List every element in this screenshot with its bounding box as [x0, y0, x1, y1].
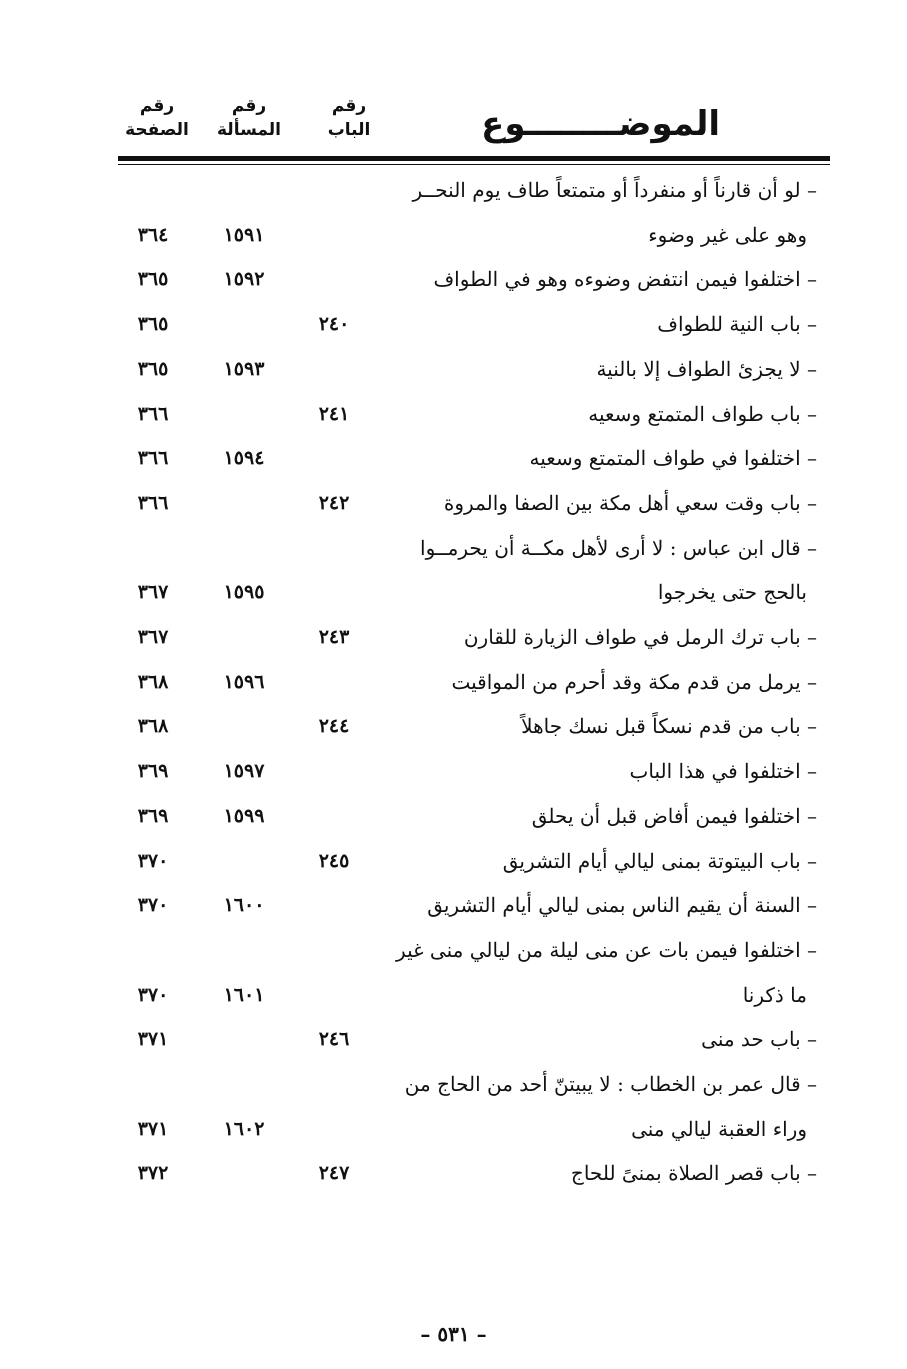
row-topic: – قال ابن عباس : لا أرى لأهل مكــة أن يحرمــوا: [420, 535, 817, 560]
row-page-number: [112, 526, 194, 570]
row-chapter-number: [296, 660, 372, 704]
header-divider: [118, 156, 830, 161]
table-row: [0, 704, 907, 748]
row-page-number: ٣٦٨: [137, 715, 169, 738]
row-page-number: [112, 928, 194, 972]
row-chapter-number: [296, 526, 372, 570]
table-row: [0, 436, 907, 480]
table-row: [0, 1107, 907, 1151]
row-topic: – باب حد منى: [701, 1027, 817, 1052]
table-row: [0, 481, 907, 525]
row-chapter-number: ٢٤٠: [318, 313, 350, 336]
row-topic: – اختلفوا فيمن انتفض وضوءه وهو في الطواف: [433, 267, 817, 292]
row-chapter-number: [296, 883, 372, 927]
row-chapter-number: [296, 928, 372, 972]
row-page-number: ٣٦٦: [137, 491, 169, 514]
row-page-number: ٣٦٦: [137, 402, 169, 425]
row-issue-number: [196, 526, 292, 570]
row-page-number: ٣٧٠: [137, 894, 169, 917]
row-page-number: ٣٦٩: [137, 760, 169, 783]
table-row: [0, 347, 907, 391]
table-row: [0, 749, 907, 793]
row-issue-number: ١٥٩٩: [223, 804, 265, 827]
page-number-column-header: [118, 94, 196, 142]
row-topic: – السنة أن يقيم الناس بمنى ليالي أيام التشريق: [427, 893, 817, 918]
row-topic: – باب قصر الصلاة بمنىً للحاج: [570, 1161, 817, 1186]
row-topic: – يرمل من قدم مكة وقد أحرم من المواقيت: [451, 669, 817, 694]
row-issue-number: [196, 1062, 292, 1106]
row-chapter-number: [296, 1062, 372, 1106]
row-page-number: ٣٧٠: [137, 983, 169, 1006]
table-row: [0, 928, 907, 972]
row-page-number: ٣٦٥: [137, 268, 169, 291]
header-divider-thin: [118, 164, 830, 165]
row-issue-number: ١٥٩٢: [223, 268, 265, 291]
table-row: [0, 883, 907, 927]
row-issue-number: ١٦٠١: [223, 983, 265, 1006]
row-page-number: ٣٦٥: [137, 357, 169, 380]
row-page-number: ٣٦٧: [137, 581, 169, 604]
row-topic: – باب وقت سعي أهل مكة بين الصفا والمروة: [443, 490, 817, 515]
issue-col-line2: المسألة: [217, 120, 281, 140]
row-issue-number: [196, 1151, 292, 1195]
row-page-number: ٣٦٥: [137, 313, 169, 336]
topic-column-header: الموضــــــــوع: [481, 104, 720, 144]
row-chapter-number: ٢٤٢: [318, 491, 350, 514]
row-chapter-number: ٢٤١: [318, 402, 350, 425]
row-issue-number: [196, 1017, 292, 1061]
row-page-number: ٣٦٩: [137, 804, 169, 827]
table-row: [0, 1062, 907, 1106]
row-issue-number: ١٥٩٣: [223, 357, 265, 380]
chapter-number-column-header: [314, 94, 384, 142]
row-issue-number: [196, 704, 292, 748]
row-topic: – اختلفوا فيمن أفاض قبل أن يحلق: [531, 803, 817, 828]
row-topic: وراء العقبة ليالي منى: [631, 1116, 807, 1141]
table-row: [0, 1151, 907, 1195]
row-issue-number: [196, 839, 292, 883]
table-row: [0, 660, 907, 704]
row-topic: – لا يجزئ الطواف إلا بالنية: [596, 356, 817, 381]
row-issue-number: ١٥٩٧: [223, 760, 265, 783]
row-page-number: ٣٧١: [137, 1028, 169, 1051]
row-chapter-number: [296, 213, 372, 257]
table-header: [118, 88, 830, 154]
table-row: [0, 213, 907, 257]
row-chapter-number: [296, 794, 372, 838]
row-topic: – باب البيتوتة بمنى ليالي أيام التشريق: [502, 848, 817, 873]
row-issue-number: [196, 302, 292, 346]
row-issue-number: [196, 928, 292, 972]
row-issue-number: ١٦٠٢: [223, 1117, 265, 1140]
row-page-number: ٣٦٤: [137, 223, 169, 246]
row-page-number: [112, 1062, 194, 1106]
row-topic: وهو على غير وضوء: [648, 222, 807, 247]
table-row: [0, 526, 907, 570]
row-page-number: ٣٧٢: [137, 1162, 169, 1185]
issue-col-line1: رقم: [231, 96, 267, 116]
row-chapter-number: [296, 749, 372, 793]
row-chapter-number: [296, 436, 372, 480]
row-issue-number: [196, 168, 292, 212]
row-topic: ما ذكرنا: [742, 982, 807, 1007]
row-chapter-number: [296, 347, 372, 391]
row-issue-number: ١٥٩٥: [223, 581, 265, 604]
table-row: [0, 302, 907, 346]
row-chapter-number: ٢٤٧: [318, 1162, 350, 1185]
row-topic: – اختلفوا في طواف المتمتع وسعيه: [529, 446, 817, 471]
table-row: [0, 570, 907, 614]
row-topic: – باب من قدم نسكاً قبل نسك جاهلاً: [521, 714, 817, 739]
page-col-line2: الصفحة: [125, 120, 189, 140]
row-issue-number: ١٥٩٦: [223, 670, 265, 693]
table-row: [0, 839, 907, 883]
row-chapter-number: ٢٤٥: [318, 849, 350, 872]
table-row: [0, 168, 907, 212]
row-chapter-number: ٢٤٣: [318, 626, 350, 648]
row-topic: – لو أن قارناً أو منفرداً أو متمتعاً طاف يوم النحــر: [412, 178, 817, 202]
row-chapter-number: [296, 1107, 372, 1151]
row-topic: – باب طواف المتمتع وسعيه: [588, 401, 817, 426]
table-row: [0, 392, 907, 436]
row-topic: بالحج حتى يخرجوا: [657, 580, 807, 605]
row-issue-number: ١٥٩٤: [223, 447, 265, 470]
row-page-number: ٣٧١: [137, 1117, 169, 1140]
row-chapter-number: [296, 257, 372, 301]
issue-number-column-header: [200, 94, 298, 142]
row-page-number: ٣٧٠: [137, 849, 169, 872]
row-chapter-number: ٢٤٤: [318, 715, 350, 738]
row-chapter-number: [296, 973, 372, 1017]
row-topic: – باب ترك الرمل في طواف الزيارة للقارن: [463, 625, 817, 649]
row-topic: – اختلفوا فيمن بات عن منى ليلة من ليالي منى غير: [396, 937, 817, 962]
table-row: [0, 257, 907, 301]
chapter-col-line2: الباب: [327, 120, 371, 140]
row-topic: – قال عمر بن الخطاب : لا يبيتنّ أحد من الحاج من: [404, 1072, 817, 1096]
table-row: [0, 794, 907, 838]
row-page-number: ٣٦٨: [137, 670, 169, 693]
table-row: [0, 1017, 907, 1061]
chapter-col-line1: رقم: [331, 96, 367, 116]
row-topic: – اختلفوا في هذا الباب: [629, 759, 817, 784]
row-issue-number: [196, 392, 292, 436]
row-topic: – باب النية للطواف: [657, 312, 817, 337]
row-chapter-number: ٢٤٦: [318, 1028, 350, 1051]
table-row: [0, 615, 907, 659]
row-chapter-number: [296, 570, 372, 614]
row-chapter-number: [296, 168, 372, 212]
table-row: [0, 973, 907, 1017]
page-number: – ٥٣١ –: [420, 1322, 487, 1346]
row-page-number: [112, 168, 194, 212]
row-page-number: ٣٦٧: [137, 626, 169, 648]
row-issue-number: ١٦٠٠: [223, 894, 265, 917]
row-page-number: ٣٦٦: [137, 447, 169, 470]
row-issue-number: ١٥٩١: [223, 223, 265, 246]
row-issue-number: [196, 481, 292, 525]
row-issue-number: [196, 615, 292, 659]
page-col-line1: رقم: [139, 96, 175, 116]
